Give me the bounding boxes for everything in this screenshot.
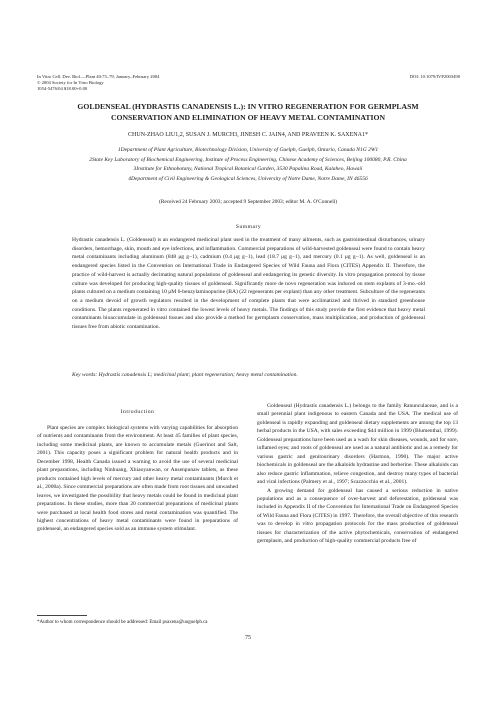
- paragraph: Goldenseal (Hydrastis canadensis L.) belongs to the family Ranunculaceae, and is a small perennial plant indigenous to eastern Canada and the USA. The medical use of goldenseal is rapidly expanding and goldenseal dietary supplements are among the top 13 herbal products in the USA, with sales exceeding $44 million in 1999 (Blumenthal, 1999). Goldenseal preparations have been used as a wash for skin diseases, wounds, and for sore, inflamed eyes; and roots of goldenseal are used as a natural antibiotic and as a remedy for various gastric and genitourinary disorders (Harmon, 1990). The major active biochemicals in goldenseal are the alkaloids hydrastine and berberine. These alkaloids can also reduce gastric inflammation, relieve congestion, and destroy many types of bacterial and viral infections (Palmery et al., 1997; Scazzocchio et al., 2001).: [257, 403, 458, 486]
- keywords: Key words: Hydrastis canadensis L; medicinal plant; plant regeneration; heavy metal contamination.: [72, 372, 298, 378]
- summary-heading: Summary: [235, 224, 262, 230]
- affiliation: 1Department of Plant Agriculture, Biotechnology Division, University of Guelph, Guelph, Ontario, Canada N1G 2W1: [117, 147, 379, 153]
- title-line: GOLDENSEAL (HYDRASTIS CANADENSIS L.): IN VITRO REGENERATION FOR GERMPLASM: [77, 102, 419, 111]
- affiliation: 4Department of Civil Engineering & Geological Sciences, University of Notre Dame, Notre Dame, IN 46556: [128, 175, 368, 182]
- affiliations: [20, 146, 476, 184]
- journal-line: © 2004 Society for In Vitro Biology: [37, 80, 104, 86]
- left-column: [37, 402, 238, 534]
- paragraph: Plant species are complex biological systems with varying capabilities for absorption of nutrients and contaminants from the environment. At least 45 families of plant species, including some medicinal plants, are known to accumulate metals (Guerinot and Salt, 2001). This capacity poses a significant problem for natural health products and in December 1998, Health Canada issued a warning to avoid the use of several medicinal plant preparations, including Ninhuang, Xhiaoyanwan, or Ansenpunaw tablets, as these products contained high levels of mercury and other heavy metal contaminants (Murch et al., 2000a). Since commercial preparations are often made from root tissues and unwashed leaves, we investigated the possibility that heavy metals could be found in medicinal plant preparations. In these studies, more than 20 commercial preparations of medicinal plants were purchased at local health food stores and metal contamination was quantified. The highest concentrations of heavy metal contaminants were found in preparations of goldenseal, an endangered species sold as an immune system stimulant.: [37, 425, 239, 533]
- journal-line: In Vitro Cell. Dev. Biol.—Plant 40:75–79, January–February 2004: [37, 74, 160, 79]
- summary-text: Hydrastis canadensis L. (Goldenseal) is an endangered medicinal plant used in the treatment of many ailments, such as gastrointestinal disturbances, urinary disorders, hemorrhage, skin, mouth and eye infections, and inflammation. Commercial preparations of wild-harvested goldenseal were found to contain heavy metal contaminants including aluminum (848 μg g−1), cadmium (0.4 μg g−1), lead (18.7 μg g−1), and mercury (0.1 μg g−1). As well, goldenseal is an endangered species listed in the Convention on International Trade in Endangered Species of Wild Fauna and Flora (CITES) Appendix II. Therefore, the practice of wild-harvest is actually decimating natural populations of goldenseal and endangering its genetic diversity. In vitro propagation protocol by tissue culture was developed for producing high-quality tissues of goldenseal. Significantly more de novo regeneration was induced on stem explants of 3-mo.-old plants cultured on a medium containing 10 μM 6-benzylaminopurine (BA) (22 regenerants per explant) than any other treatment. Subculture of the regenerants on a medium devoid of growth regulators resulted in the development of complete plants that were acclimatized and thrived in standard greenhouse conditions. The plants regenerated in vitro contained the lowest levels of heavy metals. The findings of this study provide the first evidence that heavy metal contaminants bioaccumulate in goldenseal tissues and also provide a method for germplasm conservation, mass multiplication, and production of goldenseal tissues free from abiotic contamination.: [72, 237, 425, 331]
- doi: DOI: 10.1079/IVP2003490: [409, 74, 460, 79]
- introduction-heading: Introduction: [120, 409, 155, 415]
- footnote-rule: [37, 615, 87, 616]
- affiliation: 3Institute for Ethnobotany, National Tropical Botanical Garden, 3530 Papalina Road, Kalaheo, Hawaii: [133, 166, 363, 172]
- author-list: CHUN-ZHAO LIU1,2, SUSAN J. MURCH3, JINESH C. JAIN4, AND PRAVEEN K. SAXENA1*: [128, 132, 368, 138]
- received-dates: (Received 24 February 2003; accepted 9 September 2003; editor M. A. O'Connell): [158, 199, 338, 205]
- page-number: 75: [245, 635, 251, 641]
- title-line: CONSERVATION AND ELIMINATION OF HEAVY METAL CONTAMINATION: [110, 113, 386, 122]
- right-column: [257, 402, 458, 546]
- footnote: *Author to whom correspondence should be addressed: Email psaxena@uoguelph.ca: [37, 620, 208, 625]
- affiliation: 2State Key Laboratory of Biochemical Engineering, Institute of Process Engineering, Chinese Academy of Sciences, Beijing 100080, P.R. China: [89, 156, 407, 163]
- journal-citation: [37, 74, 159, 92]
- journal-line: 1054-5476/04 $18.00+0.00: [37, 86, 88, 92]
- article-title: [37, 101, 459, 123]
- paragraph: A growing demand for goldenseal has caused a serious reduction in native populations and as a consequence of over-harvest and deforestation, goldenseal was included in Appendix II of the Convention for International Trade on Endangered Species of Wild Fauna and Flora (CITES) in 1997. Therefore, the overall objective of this research was to develop in vitro propagation protocols for the mass production of goldenseal tissues for characterization of the active phytochemicals, conservation of endangered germplasm, and production of high-quality commercial products free of: [257, 487, 458, 545]
